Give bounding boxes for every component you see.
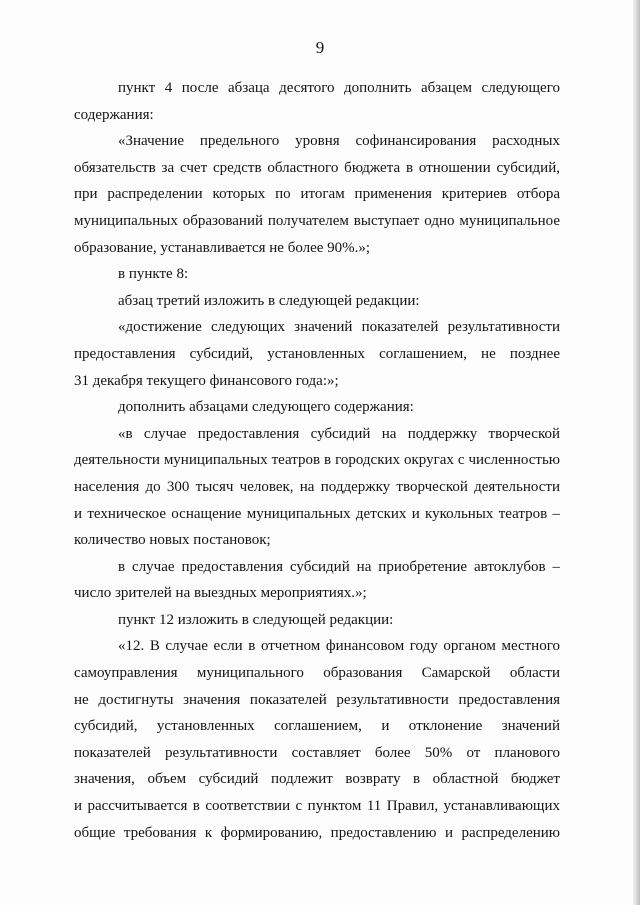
document-body <box>74 75 560 846</box>
text-line: деятельности муниципальных театров в городских округах с численностью <box>74 452 560 469</box>
text-line: пункт 4 после абзаца десятого дополнить абзацем следующего <box>118 80 560 96</box>
text-line: показателей результативности составляет более 50% от планового <box>74 744 560 761</box>
text-line: дополнить абзацами следующего содержания: <box>118 399 414 416</box>
paragraph <box>118 288 560 315</box>
paragraph <box>74 554 560 607</box>
paragraph <box>74 421 560 554</box>
scan-edge <box>633 0 640 905</box>
text-line: населения до 300 тысяч человек, на поддержку творческой деятельности <box>74 478 560 495</box>
text-line: пункт 12 изложить в следующей редакции: <box>118 611 394 628</box>
paragraph <box>74 128 560 261</box>
text-line: в пункте 8: <box>118 266 189 283</box>
text-line: общие требования к формированию, предоставлению и распределению <box>74 824 560 841</box>
text-line: субсидий, установленных соглашением, и отклонение значений <box>74 718 560 735</box>
text-line: и рассчитывается в соответствии с пунктом 11 Правил, устанавливающих <box>74 798 560 815</box>
paragraph <box>118 607 560 634</box>
text-line: 31 декабря текущего финансового года:»; <box>74 372 339 389</box>
text-line: «достижение следующих значений показателей результативности <box>118 319 560 336</box>
text-line: не достигнуты значения показателей результативности предоставления <box>74 691 560 708</box>
text-line: количество новых постановок; <box>74 532 271 549</box>
text-line: самоуправления муниципального образования Самарской области <box>74 665 560 682</box>
text-line: «12. В случае если в отчетном финансовом году органом местного <box>118 638 560 655</box>
paragraph <box>118 394 560 421</box>
text-line: число зрителей на выездных мероприятиях.»; <box>74 585 367 602</box>
text-line: при распределении которых по итогам применения критериев отбора <box>74 186 560 203</box>
text-line: в случае предоставления субсидий на приобретение автоклубов – <box>118 558 560 575</box>
paragraph <box>118 261 560 288</box>
text-line: предоставления субсидий, установленных соглашением, не позднее <box>74 345 560 362</box>
text-line: и техническое оснащение муниципальных детских и кукольных театров – <box>74 505 560 522</box>
text-line: образование, устанавливается не более 90%.»; <box>74 239 371 256</box>
text-line: муниципальных образований получателем выступает одно муниципальное <box>74 212 560 229</box>
text-line: абзац третий изложить в следующей редакции: <box>118 292 420 309</box>
paragraph <box>74 314 560 394</box>
paragraph <box>74 75 560 128</box>
text-line: содержания: <box>74 106 154 123</box>
paragraph <box>74 633 560 846</box>
text-line: значения, объем субсидий подлежит возврату в областной бюджет <box>74 771 560 788</box>
text-line: «в случае предоставления субсидий на поддержку творческой <box>118 425 560 442</box>
text-line: обязательств за счет средств областного бюджета в отношении субсидий, <box>74 159 560 176</box>
page-number: 9 <box>315 38 325 57</box>
text-line: «Значение предельного уровня софинансирования расходных <box>118 133 560 150</box>
